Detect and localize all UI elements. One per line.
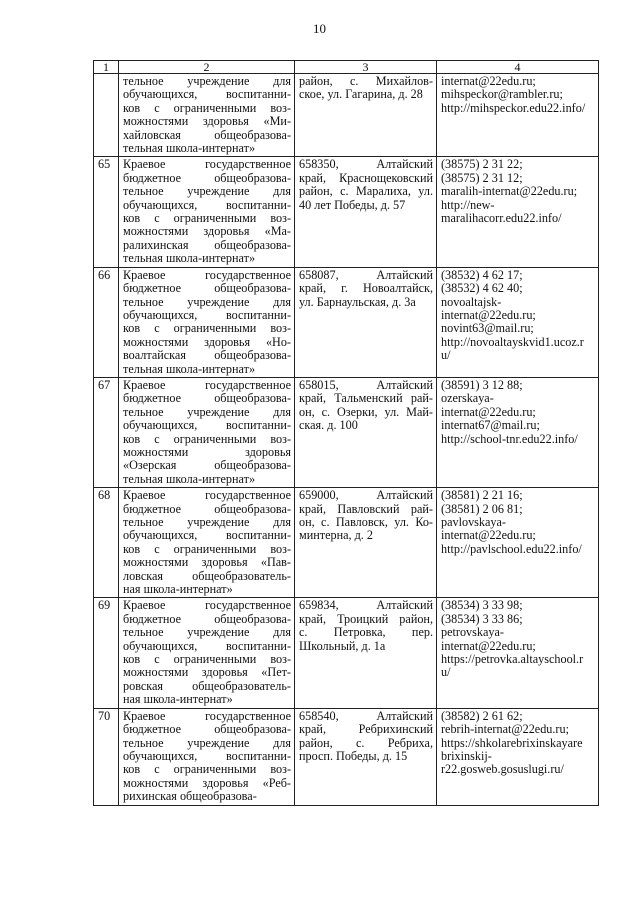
institution-name-line: можностями здоровья «Ма- xyxy=(123,224,291,239)
institution-name-line: ралихинская общеобразова- xyxy=(123,237,291,252)
institution-address-line: 658015, Алтайский xyxy=(299,377,433,392)
institution-contacts-line: internat@22edu.ru; xyxy=(441,528,536,543)
institution-name-line: тельное учреждение для xyxy=(123,294,291,309)
institution-name-line: Краевое государственное xyxy=(123,157,291,172)
institution-name-line: «Озерская общеобразова- xyxy=(123,458,291,473)
institution-name-line: тельное учреждение для xyxy=(123,184,291,199)
institution-name-line: можностями здоровья «Реб- xyxy=(123,775,291,790)
table-row xyxy=(94,708,599,805)
institution-contacts-line: novint63@mail.ru; xyxy=(441,321,534,336)
institution-name-line: бюджетное общеобразова- xyxy=(123,611,291,626)
institution-contacts-line: https://shkolarebrixinskayare xyxy=(441,735,583,750)
institution-contacts-line: (38532) 4 62 17; xyxy=(441,267,523,282)
institution-contacts-line: internat@22edu.ru; xyxy=(441,638,536,653)
institution-contacts-line: http://pavlschool.edu22.info/ xyxy=(441,541,582,556)
institution-contacts-line: (38534) 3 33 86; xyxy=(441,611,523,626)
institution-address-line: край, Краснощековский xyxy=(299,170,433,185)
schools-table xyxy=(93,60,599,806)
institution-address-line: ское, ул. Гагарина, д. 28 xyxy=(299,87,423,102)
institution-address-line: район, с. Маралиха, ул. xyxy=(299,184,433,199)
institution-name-line: тельное учреждение для xyxy=(123,625,291,640)
institution-name-line: ков с ограниченными воз- xyxy=(123,652,291,667)
institution-contacts xyxy=(437,267,599,377)
institution-name-line: Краевое государственное xyxy=(123,377,291,392)
table-row xyxy=(94,157,599,267)
institution-contacts-line: novoaltajsk- xyxy=(441,294,502,309)
page-number: 10 xyxy=(313,21,326,36)
institution-contacts-line: internat@22edu.ru; xyxy=(441,307,536,322)
institution-contacts-line: (38581) 2 21 16; xyxy=(441,488,523,503)
institution-name-line: обучающихся, воспитанни- xyxy=(123,528,291,543)
institution-name-line: Краевое государственное xyxy=(123,488,291,503)
institution-name xyxy=(119,708,295,805)
institution-name-line: можностями здоровья «Пет- xyxy=(123,665,291,680)
institution-contacts-line: http://new- xyxy=(441,197,495,212)
institution-name-line: тельное учреждение для xyxy=(123,404,291,419)
institution-address-line: 659834, Алтайский xyxy=(299,598,433,613)
institution-address-line: ул. Барнаульская, д. 3а xyxy=(299,294,416,309)
institution-name-line: рихинская общеобразова- xyxy=(123,789,257,804)
institution-contacts-line: http://novoaltayskvid1.ucoz.r xyxy=(441,334,584,349)
institution-contacts-line: (38532) 4 62 40; xyxy=(441,281,523,296)
institution-contacts-line: (38575) 2 31 22; xyxy=(441,157,523,172)
institution-name xyxy=(119,488,295,598)
institution-contacts-line: r22.gosweb.gosuslugi.ru/ xyxy=(441,762,564,777)
institution-name-line: бюджетное общеобразова- xyxy=(123,722,291,737)
institution-name-line: Краевое государственное xyxy=(123,598,291,613)
institution-contacts-line: https://petrovka.altayschool.r xyxy=(441,652,584,667)
institution-name-line: бюджетное общеобразова- xyxy=(123,281,291,296)
institution-contacts-line: internat67@mail.ru; xyxy=(441,418,540,433)
institution-address xyxy=(295,74,437,157)
institution-name-line: ков с ограниченными воз- xyxy=(123,321,291,336)
institution-contacts xyxy=(437,708,599,805)
institution-name-line: можностями здоровья «Ми- xyxy=(123,114,291,129)
row-number: 67 xyxy=(94,377,119,487)
institution-contacts-line: u/ xyxy=(441,348,451,363)
institution-contacts-line: (38591) 3 12 88; xyxy=(441,377,523,392)
institution-contacts xyxy=(437,598,599,708)
institution-name-line: хайловская общеобразова- xyxy=(123,127,291,142)
institution-name-line: Краевое государственное xyxy=(123,708,291,723)
column-number-2: 2 xyxy=(119,61,295,74)
institution-name-line: можностями здоровья «Но- xyxy=(123,334,291,349)
institution-contacts-line: http://school-tnr.edu22.info/ xyxy=(441,431,578,446)
row-number: 70 xyxy=(94,708,119,805)
institution-contacts-line: maralihacorr.edu22.info/ xyxy=(441,211,562,226)
institution-name-line: ков с ограниченными воз- xyxy=(123,762,291,777)
institution-name xyxy=(119,598,295,708)
institution-contacts-line: brixinskij- xyxy=(441,748,492,763)
institution-address xyxy=(295,598,437,708)
institution-contacts xyxy=(437,488,599,598)
institution-contacts-line: (38575) 2 31 12; xyxy=(441,170,523,185)
column-number-3: 3 xyxy=(295,61,437,74)
institution-contacts xyxy=(437,157,599,267)
institution-name-line: обучающихся, воспитанни- xyxy=(123,87,291,102)
institution-address-line: край, Троицкий район, xyxy=(299,611,433,626)
institution-name-line: ков с ограниченными воз- xyxy=(123,100,291,115)
institution-contacts xyxy=(437,377,599,487)
institution-address-line: край, Тальменский рай- xyxy=(299,391,433,406)
institution-contacts-line: mihspeckor@rambler.ru; xyxy=(441,87,563,102)
institution-address-line: просп. Победы, д. 15 xyxy=(299,748,408,763)
institution-address-line: ская. д. 100 xyxy=(299,418,358,433)
institution-name-line: можностями здоровья xyxy=(123,444,291,459)
institution-name-line: ловская общеобразователь- xyxy=(123,568,291,583)
institution-address-line: с. Петровка, пер. xyxy=(299,625,433,640)
institution-name-line: тельное учреждение для xyxy=(123,74,291,88)
institution-name-line: Краевое государственное xyxy=(123,267,291,282)
institution-name-line: можностями здоровья «Пав- xyxy=(123,555,291,570)
institution-contacts-line: (38581) 2 06 81; xyxy=(441,501,523,516)
institution-name-line: ков с ограниченными воз- xyxy=(123,211,291,226)
institution-name-line: тельная школа-интернат» xyxy=(123,251,256,266)
institution-contacts-line: (38582) 2 61 62; xyxy=(441,708,523,723)
institution-address-line: минтерна, д. 2 xyxy=(299,528,373,543)
institution-contacts-line: rebrih-internat@22edu.ru; xyxy=(441,722,569,737)
institution-address xyxy=(295,157,437,267)
institution-contacts-line: internat@22edu.ru; xyxy=(441,404,536,419)
institution-contacts-line: http://mihspeckor.edu22.info/ xyxy=(441,100,586,115)
institution-contacts-line: (38534) 3 33 98; xyxy=(441,598,523,613)
institution-address-line: он, с. Павловск, ул. Ко- xyxy=(299,515,433,529)
table-row xyxy=(94,74,599,157)
institution-name xyxy=(119,267,295,377)
institution-name-line: обучающихся, воспитанни- xyxy=(123,748,291,763)
institution-name-line: обучающихся, воспитанни- xyxy=(123,197,291,212)
institution-address-line: край, г. Новоалтайск, xyxy=(299,281,433,296)
institution-name-line: обучающихся, воспитанни- xyxy=(123,418,291,433)
institution-contacts-line: pavlovskaya- xyxy=(441,515,506,529)
row-number: 66 xyxy=(94,267,119,377)
table-row xyxy=(94,267,599,377)
institution-name-line: ков с ограниченными воз- xyxy=(123,541,291,556)
institution-name-line: тельное учреждение для xyxy=(123,515,291,529)
institution-address-line: Школьный, д. 1а xyxy=(299,638,386,653)
institution-address-line: район, с. Ребриха, xyxy=(299,735,433,750)
institution-address xyxy=(295,708,437,805)
institution-address-line: район, с. Михайлов- xyxy=(299,74,433,88)
institution-address-line: 40 лет Победы, д. 57 xyxy=(299,197,406,212)
institution-address-line: 658087, Алтайский xyxy=(299,267,433,282)
institution-name-line: тельная школа-интернат» xyxy=(123,361,256,376)
institution-name-line: тельная школа-интернат» xyxy=(123,471,256,486)
institution-address-line: край, Павловский рай- xyxy=(299,501,433,516)
institution-contacts-line: ozerskaya- xyxy=(441,391,494,406)
institution-address xyxy=(295,267,437,377)
institution-name-line: бюджетное общеобразова- xyxy=(123,391,291,406)
institution-name-line: ровская общеобразователь- xyxy=(123,678,291,693)
institution-address-line: 658540, Алтайский xyxy=(299,708,433,723)
column-number-1: 1 xyxy=(94,61,119,74)
institution-address-line: он, с. Озерки, ул. Май- xyxy=(299,404,433,419)
institution-address-line: 658350, Алтайский xyxy=(299,157,433,172)
row-number xyxy=(94,74,119,157)
institution-name-line: тельная школа-интернат» xyxy=(123,141,256,156)
institution-name-line: обучающихся, воспитанни- xyxy=(123,307,291,322)
institution-name-line: ная школа-интернат» xyxy=(123,692,233,707)
institution-contacts xyxy=(437,74,599,157)
row-number: 65 xyxy=(94,157,119,267)
institution-name-line: воалтайская общеобразова- xyxy=(123,348,291,363)
institution-name xyxy=(119,377,295,487)
institution-address-line: край, Ребрихинский xyxy=(299,722,433,737)
institution-contacts-line: u/ xyxy=(441,665,451,680)
institution-contacts-line: internat@22edu.ru; xyxy=(441,74,536,88)
institution-name-line: обучающихся, воспитанни- xyxy=(123,638,291,653)
institution-address xyxy=(295,377,437,487)
institution-name-line: бюджетное общеобразова- xyxy=(123,501,291,516)
institution-contacts-line: petrovskaya- xyxy=(441,625,504,640)
institution-contacts-line: maralih-internat@22edu.ru; xyxy=(441,184,578,199)
column-number-row xyxy=(94,61,599,74)
institution-address-line: 659000, Алтайский xyxy=(299,488,433,503)
institution-name-line: бюджетное общеобразова- xyxy=(123,170,291,185)
row-number: 69 xyxy=(94,598,119,708)
institution-name-line: тельное учреждение для xyxy=(123,735,291,750)
institution-name-line: ков с ограниченными воз- xyxy=(123,431,291,446)
institution-address xyxy=(295,488,437,598)
row-number: 68 xyxy=(94,488,119,598)
table-row xyxy=(94,598,599,708)
institution-name xyxy=(119,157,295,267)
table-row xyxy=(94,488,599,598)
institution-name xyxy=(119,74,295,157)
institution-name-line: ная школа-интернат» xyxy=(123,582,233,597)
column-number-4: 4 xyxy=(437,61,599,74)
table-row xyxy=(94,377,599,487)
